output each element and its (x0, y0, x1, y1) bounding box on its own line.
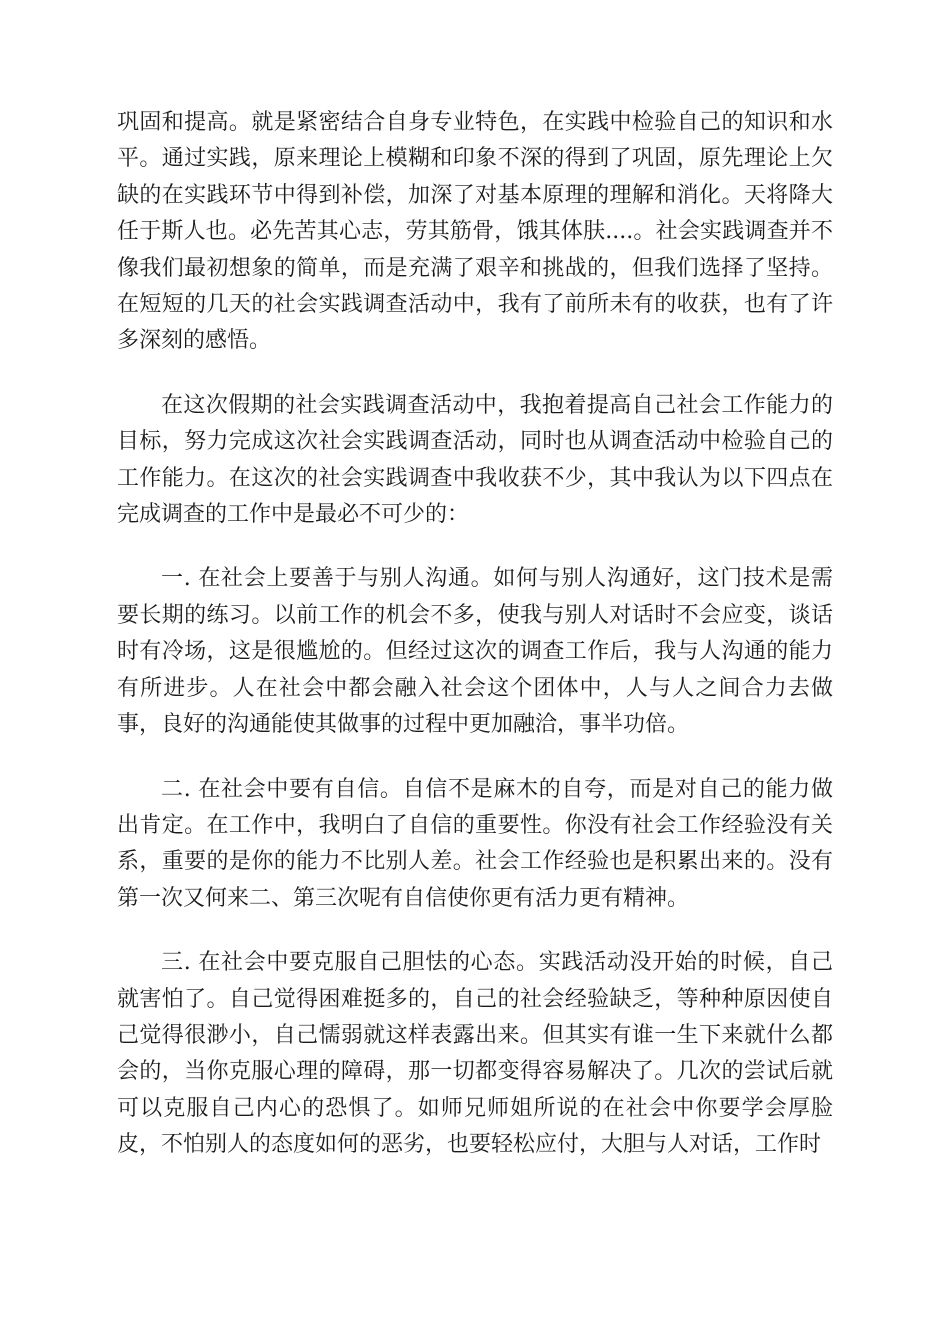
document-body (117, 105, 833, 1164)
paragraph-point-three: 三. 在社会中要克服自己胆怯的心态。实践活动没开始的时候，自己就害怕了。自己觉得困难挺多的，自己的社会经验缺乏，等种种原因使自己觉得很渺小，自己懦弱就这样表露出来。但其实有谁一生下来就什么都会的，当你克服心理的障碍，那一切都变得容易解决了。几次的尝试后就可以克服自己内心的恐惧了。如师兄师姐所说的在社会中你要学会厚脸皮，不怕别人的态度如何的恶劣，也要轻松应付，大胆与人对话，工作时 (117, 950, 833, 1158)
paragraph-continuation: 巩固和提高。就是紧密结合自身专业特色，在实践中检验自己的知识和水平。通过实践，原来理论上模糊和印象不深的得到了巩固，原先理论上欠缺的在实践环节中得到补偿，加深了对基本原理的理解和消化。天将降大任于斯人也。必先苦其心志，劳其筋骨，饿其体肤....。社会实践调查并不像我们最初想象的简单，而是充满了艰辛和挑战的，但我们选择了坚持。在短短的几天的社会实践调查活动中，我有了前所未有的收获，也有了许多深刻的感悟。 (117, 110, 833, 354)
paragraph-point-one: 一. 在社会上要善于与别人沟通。如何与别人沟通好，这门技术是需要长期的练习。以前工作的机会不多，使我与别人对话时不会应变，谈话时有冷场，这是很尴尬的。但经过这次的调查工作后，我与人沟通的能力有所进步。人在社会中都会融入社会这个团体中，人与人之间合力去做事，良好的沟通能使其做事的过程中更加融洽，事半功倍。 (117, 566, 833, 738)
paragraph-point-two: 二. 在社会中要有自信。自信不是麻木的自夸，而是对自己的能力做出肯定。在工作中，我明白了自信的重要性。你没有社会工作经验没有关系，重要的是你的能力不比别人差。社会工作经验也是积累出来的。没有第一次又何来二、第三次呢有自信使你更有活力更有精神。 (117, 776, 833, 911)
paragraph-intro: 在这次假期的社会实践调查活动中，我抱着提高自己社会工作能力的目标，努力完成这次社会实践调查活动，同时也从调查活动中检验自己的工作能力。在这次的社会实践调查中我收获不少，其中我认为以下四点在完成调查的工作中是最必不可少的： (117, 392, 833, 528)
